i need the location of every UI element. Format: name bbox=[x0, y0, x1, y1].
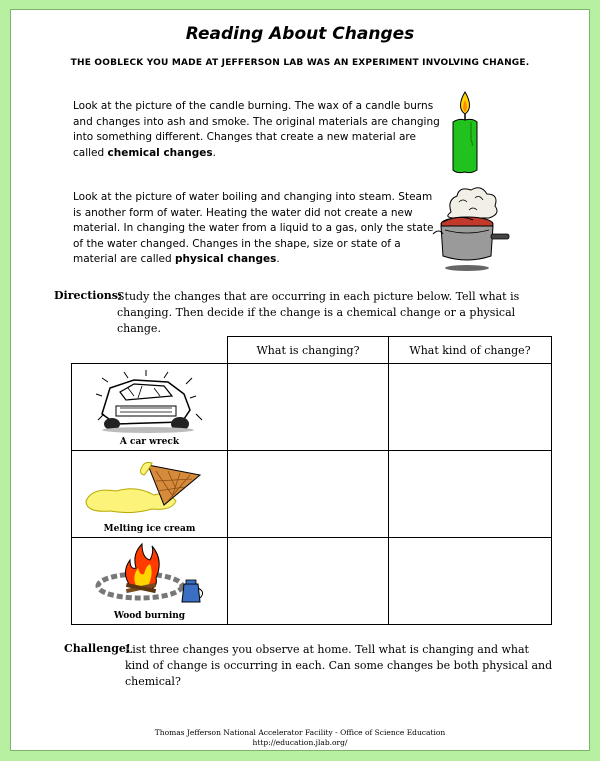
table-row bbox=[72, 451, 552, 538]
campfire-icon bbox=[72, 538, 227, 613]
water-paragraph-end: . bbox=[276, 253, 280, 265]
physical-changes-term: physical changes bbox=[175, 253, 277, 265]
footer bbox=[11, 728, 589, 748]
table-row bbox=[72, 538, 552, 625]
changes-table bbox=[71, 336, 552, 625]
page-subtitle: THE OOBLECK YOU MADE AT JEFFERSON LAB WAS AN EXPERIMENT INVOLVING CHANGE. bbox=[70, 58, 530, 68]
header-what-changing: What is changing? bbox=[228, 337, 389, 364]
campfire-kind-cell[interactable] bbox=[389, 538, 552, 625]
water-paragraph-text: Look at the picture of water boiling and changing into steam. Steam is another form of water. Heating the water did not create a new material. In changing the water from a liquid to a gas, only the state of the water changed. Changes in the shape, size or state of a material are called bbox=[73, 191, 434, 265]
campfire-caption: Wood burning bbox=[113, 611, 186, 621]
melting-ice-cream-icon bbox=[72, 451, 227, 526]
footer-url[interactable]: http://education.jlab.org/ bbox=[252, 738, 348, 747]
candle-paragraph-text: Look at the picture of the candle burning. The wax of a candle burns and changes into ash and smoke. The original materials are changing into something different. Changes that create a new material are called bbox=[73, 100, 440, 159]
empty-corner-cell bbox=[72, 337, 228, 364]
car-wreck-kind-cell[interactable] bbox=[389, 364, 552, 451]
campfire-what-changing-cell[interactable] bbox=[228, 538, 389, 625]
ice-cream-cell bbox=[72, 451, 228, 538]
car-wreck-what-changing-cell[interactable] bbox=[228, 364, 389, 451]
directions-text: Study the changes that are occurring in each picture below. Tell what is changing. Then decide if the change is a chemical change or a physical change. bbox=[117, 290, 520, 335]
car-wreck-caption: A car wreck bbox=[119, 437, 180, 447]
candle-paragraph bbox=[73, 99, 441, 161]
campfire-cell bbox=[72, 538, 228, 625]
chemical-changes-term: chemical changes bbox=[107, 146, 213, 159]
challenge-text: List three changes you observe at home. Tell what is changing and what kind of change is occurring in each. Can some changes be both physical and chemical? bbox=[125, 643, 553, 688]
candle-paragraph-end: . bbox=[212, 146, 216, 159]
ice-cream-caption: Melting ice cream bbox=[103, 524, 196, 534]
header-kind-of-change: What kind of change? bbox=[389, 337, 552, 364]
page-title: Reading About Changes bbox=[185, 24, 415, 44]
table-header-row bbox=[72, 337, 552, 364]
challenge-label: Challenge! bbox=[64, 642, 131, 655]
directions-label: Directions: bbox=[54, 289, 123, 302]
ice-cream-kind-cell[interactable] bbox=[389, 451, 552, 538]
boiling-pot-icon bbox=[429, 184, 511, 272]
water-paragraph bbox=[73, 190, 436, 268]
footer-organization: Thomas Jefferson National Accelerator Facility - Office of Science Education bbox=[154, 728, 446, 737]
car-wreck-cell bbox=[72, 364, 228, 451]
worksheet-page bbox=[10, 9, 590, 751]
table-row bbox=[72, 364, 552, 451]
car-wreck-icon bbox=[72, 364, 227, 439]
candle-icon bbox=[447, 88, 483, 178]
ice-cream-what-changing-cell[interactable] bbox=[228, 451, 389, 538]
